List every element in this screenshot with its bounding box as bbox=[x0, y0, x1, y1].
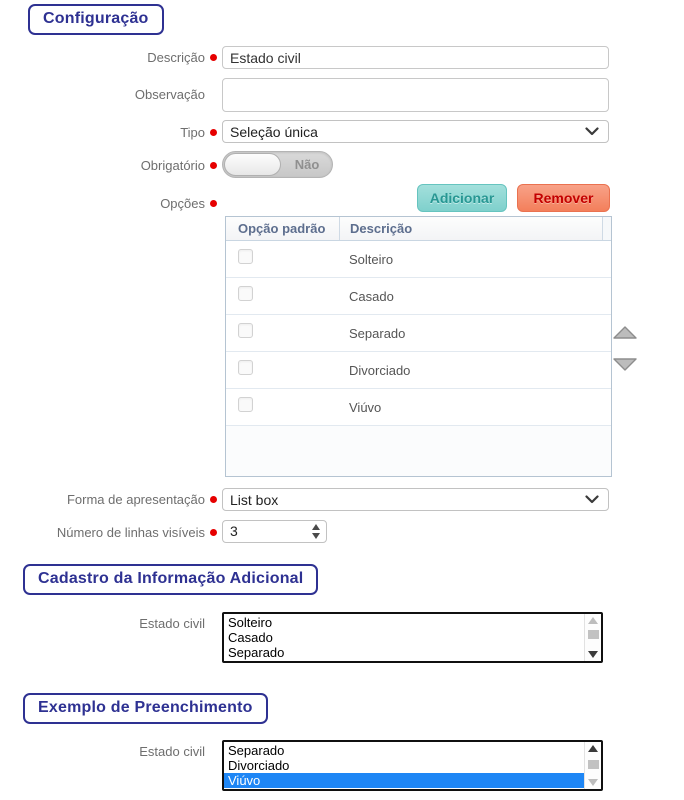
scroll-up-icon[interactable] bbox=[588, 745, 598, 752]
adicionar-button[interactable]: Adicionar bbox=[417, 184, 507, 212]
remover-button[interactable]: Remover bbox=[517, 184, 610, 212]
scroll-down-icon[interactable] bbox=[588, 779, 598, 786]
required-marker bbox=[210, 496, 217, 503]
required-marker bbox=[210, 54, 217, 61]
spinner-up-icon[interactable] bbox=[312, 524, 320, 530]
required-marker bbox=[210, 529, 217, 536]
option-description: Divorciado bbox=[349, 362, 411, 378]
tipo-select[interactable] bbox=[222, 120, 609, 143]
listbox-scrollbar[interactable] bbox=[584, 742, 601, 789]
estado-civil-label: Estado civil bbox=[139, 744, 205, 759]
observacao-label: Observação bbox=[134, 87, 205, 102]
required-marker bbox=[210, 162, 217, 169]
observacao-input[interactable] bbox=[222, 78, 609, 112]
descricao-label: Descrição bbox=[147, 50, 205, 65]
table-row[interactable] bbox=[226, 315, 611, 352]
option-default-checkbox[interactable] bbox=[238, 249, 253, 264]
option-default-checkbox[interactable] bbox=[238, 323, 253, 338]
table-row[interactable] bbox=[226, 352, 611, 389]
option-default-checkbox[interactable] bbox=[238, 360, 253, 375]
estado-civil-label: Estado civil bbox=[139, 616, 205, 631]
move-down-icon[interactable] bbox=[612, 357, 638, 372]
estado-civil-listbox-exemplo[interactable] bbox=[222, 740, 603, 791]
table-row[interactable] bbox=[226, 389, 611, 426]
table-empty-area bbox=[226, 426, 611, 476]
option-description: Separado bbox=[349, 325, 406, 341]
listbox-option[interactable]: Solteiro bbox=[228, 615, 273, 630]
required-marker bbox=[210, 200, 217, 207]
config-section-title: Configuração bbox=[28, 4, 164, 35]
cadastro-section-title: Cadastro da Informação Adicional bbox=[23, 564, 318, 595]
estado-civil-listbox-cadastro[interactable] bbox=[222, 612, 603, 663]
forma-apresentacao-label: Forma de apresentação bbox=[66, 492, 205, 507]
option-description: Casado bbox=[349, 288, 394, 304]
listbox-option[interactable]: Separado bbox=[228, 743, 285, 758]
listbox-option[interactable]: Casado bbox=[228, 630, 273, 645]
listbox-option-selected[interactable]: Viúvo bbox=[224, 773, 584, 788]
toggle-state-label: Não bbox=[294, 157, 320, 172]
column-header-description: Descrição bbox=[339, 217, 602, 240]
options-table-header bbox=[226, 217, 611, 241]
opcoes-label: Opções bbox=[160, 196, 205, 211]
move-up-icon[interactable] bbox=[612, 325, 638, 340]
listbox-option[interactable]: Divorciado bbox=[228, 758, 290, 773]
linhas-visiveis-value: 3 bbox=[230, 523, 238, 539]
listbox-option[interactable]: Separado bbox=[228, 645, 285, 660]
tipo-label: Tipo bbox=[180, 125, 205, 140]
required-marker bbox=[210, 129, 217, 136]
option-default-checkbox[interactable] bbox=[238, 397, 253, 412]
option-default-checkbox[interactable] bbox=[238, 286, 253, 301]
scroll-down-icon[interactable] bbox=[588, 651, 598, 658]
linhas-visiveis-label: Número de linhas visíveis bbox=[56, 525, 205, 540]
listbox-scrollbar[interactable] bbox=[584, 614, 601, 661]
scroll-up-icon[interactable] bbox=[588, 617, 598, 624]
toggle-knob[interactable] bbox=[224, 153, 281, 176]
spinner-down-icon[interactable] bbox=[312, 533, 320, 539]
scrollbar-thumb[interactable] bbox=[588, 630, 599, 639]
table-row[interactable] bbox=[226, 278, 611, 315]
table-row[interactable] bbox=[226, 241, 611, 278]
linhas-visiveis-stepper[interactable] bbox=[222, 520, 327, 543]
forma-apresentacao-select[interactable] bbox=[222, 488, 609, 511]
option-description: Viúvo bbox=[349, 399, 382, 415]
forma-apresentacao-value: List box bbox=[230, 491, 279, 508]
scrollbar-thumb[interactable] bbox=[588, 760, 599, 769]
tipo-select-value: Seleção única bbox=[230, 123, 318, 140]
obrigatorio-toggle[interactable] bbox=[222, 151, 333, 178]
column-header-default: Opção padrão bbox=[238, 221, 326, 236]
exemplo-section-title: Exemplo de Preenchimento bbox=[23, 693, 268, 724]
options-table bbox=[225, 216, 612, 477]
obrigatorio-label: Obrigatório bbox=[140, 158, 205, 173]
chevron-down-icon bbox=[585, 127, 599, 136]
table-scroll-gutter bbox=[602, 217, 611, 240]
option-description: Solteiro bbox=[349, 251, 394, 267]
chevron-down-icon bbox=[585, 495, 599, 504]
descricao-input[interactable] bbox=[222, 46, 609, 69]
